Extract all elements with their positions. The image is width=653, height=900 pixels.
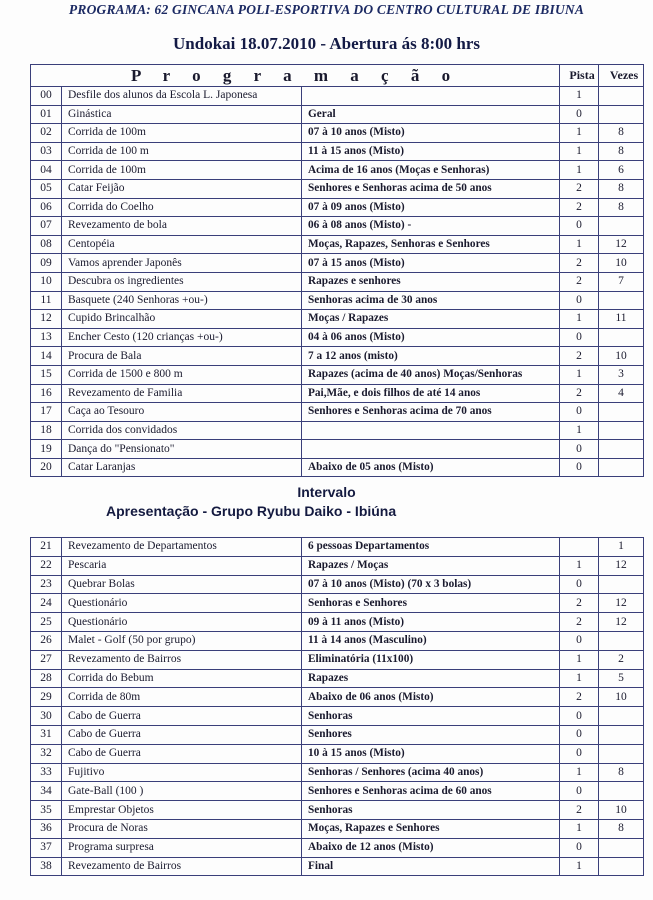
event-number: 05 <box>31 179 62 198</box>
event-number: 19 <box>31 440 62 459</box>
event-vezes <box>599 458 644 477</box>
event-vezes: 1 <box>599 538 644 557</box>
event-vezes <box>599 105 644 124</box>
event-vezes: 12 <box>599 235 644 254</box>
event-number: 23 <box>31 575 62 594</box>
event-group: Senhores <box>302 725 560 744</box>
event-pista: 0 <box>560 744 599 763</box>
event-vezes: 11 <box>599 310 644 329</box>
table-row <box>31 105 644 124</box>
event-group: Eliminatória (11x100) <box>302 650 560 669</box>
event-vezes <box>599 744 644 763</box>
event-number: 00 <box>31 87 62 106</box>
event-group: Abaixo de 12 anos (Misto) <box>302 838 560 857</box>
event-name: Descubra os ingredientes <box>62 272 302 291</box>
event-name: Corrida dos convidados <box>62 421 302 440</box>
event-number: 15 <box>31 365 62 384</box>
table-row <box>31 217 644 236</box>
event-vezes: 10 <box>599 688 644 707</box>
event-group: Senhoras <box>302 707 560 726</box>
event-vezes: 4 <box>599 384 644 403</box>
table-row <box>31 458 644 477</box>
table-row <box>31 838 644 857</box>
event-vezes <box>599 782 644 801</box>
event-group: Geral <box>302 105 560 124</box>
event-name: Emprestar Objetos <box>62 801 302 820</box>
event-vezes <box>599 87 644 106</box>
event-vezes: 12 <box>599 594 644 613</box>
event-pista <box>560 538 599 557</box>
event-name: Corrida de 80m <box>62 688 302 707</box>
event-number: 37 <box>31 838 62 857</box>
table-row <box>31 272 644 291</box>
event-pista: 1 <box>560 556 599 575</box>
event-vezes: 5 <box>599 669 644 688</box>
table-row <box>31 328 644 347</box>
table-row <box>31 235 644 254</box>
event-number: 09 <box>31 254 62 273</box>
event-vezes <box>599 631 644 650</box>
event-number: 33 <box>31 763 62 782</box>
event-group: 11 à 14 anos (Masculino) <box>302 631 560 650</box>
event-name: Procura de Bala <box>62 347 302 366</box>
event-pista: 1 <box>560 161 599 180</box>
event-name: Cabo de Guerra <box>62 725 302 744</box>
event-vezes <box>599 707 644 726</box>
event-number: 18 <box>31 421 62 440</box>
event-group: 07 à 15 anos (Misto) <box>302 254 560 273</box>
event-name: Cabo de Guerra <box>62 707 302 726</box>
event-name: Corrida do Coelho <box>62 198 302 217</box>
event-vezes: 8 <box>599 198 644 217</box>
event-pista: 1 <box>560 857 599 876</box>
event-pista: 0 <box>560 328 599 347</box>
table-row <box>31 403 644 422</box>
event-number: 10 <box>31 272 62 291</box>
event-name: Programa surpresa <box>62 838 302 857</box>
table-row <box>31 763 644 782</box>
event-group: Senhoras acima de 30 anos <box>302 291 560 310</box>
event-number: 27 <box>31 650 62 669</box>
event-vezes: 8 <box>599 179 644 198</box>
event-name: Gate-Ball (100 ) <box>62 782 302 801</box>
programacao-title: P r o g r a m a ç ã o <box>31 65 560 87</box>
event-pista: 1 <box>560 142 599 161</box>
event-number: 30 <box>31 707 62 726</box>
event-number: 02 <box>31 124 62 143</box>
event-number: 35 <box>31 801 62 820</box>
event-pista: 1 <box>560 669 599 688</box>
event-pista: 0 <box>560 458 599 477</box>
event-group: 07 à 09 anos (Misto) <box>302 198 560 217</box>
event-number: 13 <box>31 328 62 347</box>
event-group: 11 à 15 anos (Misto) <box>302 142 560 161</box>
event-vezes: 8 <box>599 819 644 838</box>
table-row <box>31 142 644 161</box>
event-name: Fujitivo <box>62 763 302 782</box>
event-pista: 0 <box>560 217 599 236</box>
table-row <box>31 707 644 726</box>
event-group: Senhores e Senhoras acima de 60 anos <box>302 782 560 801</box>
table-row <box>31 650 644 669</box>
event-group: Rapazes / Moças <box>302 556 560 575</box>
event-name: Revezamento de Bairros <box>62 857 302 876</box>
table-row <box>31 857 644 876</box>
event-name: Revezamento de bola <box>62 217 302 236</box>
event-vezes: 3 <box>599 365 644 384</box>
event-number: 25 <box>31 613 62 632</box>
event-vezes: 12 <box>599 613 644 632</box>
event-pista: 2 <box>560 801 599 820</box>
event-pista: 1 <box>560 819 599 838</box>
table-row <box>31 310 644 329</box>
table-row <box>31 124 644 143</box>
event-vezes <box>599 857 644 876</box>
table-row <box>31 198 644 217</box>
event-number: 26 <box>31 631 62 650</box>
event-vezes: 10 <box>599 254 644 273</box>
event-pista: 0 <box>560 707 599 726</box>
table-row <box>31 254 644 273</box>
event-name: Quebrar Bolas <box>62 575 302 594</box>
event-pista: 1 <box>560 87 599 106</box>
event-group: 09 à 11 anos (Misto) <box>302 613 560 632</box>
table-row <box>31 669 644 688</box>
program-table-part1 <box>30 64 644 477</box>
event-group <box>302 87 560 106</box>
table-row <box>31 556 644 575</box>
event-vezes <box>599 421 644 440</box>
event-name: Pescaria <box>62 556 302 575</box>
event-vezes: 7 <box>599 272 644 291</box>
event-pista: 0 <box>560 631 599 650</box>
event-pista: 0 <box>560 105 599 124</box>
event-number: 08 <box>31 235 62 254</box>
event-group: 6 pessoas Departamentos <box>302 538 560 557</box>
event-group: Moças, Rapazes e Senhores <box>302 819 560 838</box>
event-vezes <box>599 838 644 857</box>
event-pista: 1 <box>560 365 599 384</box>
event-pista: 0 <box>560 725 599 744</box>
event-number: 21 <box>31 538 62 557</box>
event-group: Rapazes (acima de 40 anos) Moças/Senhoras <box>302 365 560 384</box>
event-pista: 0 <box>560 403 599 422</box>
event-pista: 2 <box>560 688 599 707</box>
table-row <box>31 801 644 820</box>
table-row <box>31 594 644 613</box>
event-pista: 2 <box>560 254 599 273</box>
event-name: Revezamento de Departamentos <box>62 538 302 557</box>
event-name: Catar Laranjas <box>62 458 302 477</box>
event-pista: 2 <box>560 179 599 198</box>
event-number: 01 <box>31 105 62 124</box>
event-number: 14 <box>31 347 62 366</box>
event-pista: 1 <box>560 650 599 669</box>
event-group: 7 a 12 anos (misto) <box>302 347 560 366</box>
event-name: Centopéia <box>62 235 302 254</box>
event-number: 36 <box>31 819 62 838</box>
event-vezes: 2 <box>599 650 644 669</box>
event-name: Corrida de 100m <box>62 161 302 180</box>
event-pista: 1 <box>560 763 599 782</box>
event-number: 07 <box>31 217 62 236</box>
presentation-line: Apresentação - Grupo Ryubu Daiko - Ibiúna <box>106 503 397 519</box>
event-name: Revezamento de Bairros <box>62 650 302 669</box>
event-name: Corrida de 100 m <box>62 142 302 161</box>
event-date-line: Undokai 18.07.2010 - Abertura ás 8:00 hrs <box>173 34 480 53</box>
event-name: Ginástica <box>62 105 302 124</box>
event-group: Senhoras <box>302 801 560 820</box>
event-group: Abaixo de 06 anos (Misto) <box>302 688 560 707</box>
event-name: Questionário <box>62 613 302 632</box>
table-row <box>31 744 644 763</box>
event-group: Acima de 16 anos (Moças e Senhoras) <box>302 161 560 180</box>
event-group: Pai,Mãe, e dois filhos de até 14 anos <box>302 384 560 403</box>
table-header-row <box>31 65 644 87</box>
col-header-vezes: Vezes <box>599 65 644 87</box>
event-number: 06 <box>31 198 62 217</box>
event-vezes <box>599 291 644 310</box>
event-name: Basquete (240 Senhoras +ou-) <box>62 291 302 310</box>
event-pista: 1 <box>560 124 599 143</box>
table-row <box>31 347 644 366</box>
event-vezes <box>599 575 644 594</box>
event-group: Senhores e Senhoras acima de 70 anos <box>302 403 560 422</box>
event-pista: 2 <box>560 272 599 291</box>
event-number: 31 <box>31 725 62 744</box>
event-group <box>302 440 560 459</box>
event-group: 10 à 15 anos (Misto) <box>302 744 560 763</box>
program-table-part2 <box>30 537 644 876</box>
event-name: Corrida de 1500 e 800 m <box>62 365 302 384</box>
event-name: Malet - Golf (50 por grupo) <box>62 631 302 650</box>
table-row <box>31 440 644 459</box>
table-row <box>31 421 644 440</box>
table-row <box>31 631 644 650</box>
event-pista: 1 <box>560 235 599 254</box>
event-number: 28 <box>31 669 62 688</box>
table-row <box>31 538 644 557</box>
event-vezes: 10 <box>599 801 644 820</box>
event-vezes: 8 <box>599 124 644 143</box>
table-row <box>31 161 644 180</box>
event-number: 20 <box>31 458 62 477</box>
event-name: Questionário <box>62 594 302 613</box>
event-pista: 0 <box>560 291 599 310</box>
event-name: Caça ao Tesouro <box>62 403 302 422</box>
event-name: Dança do "Pensionato" <box>62 440 302 459</box>
table-row <box>31 365 644 384</box>
table-row <box>31 291 644 310</box>
event-group: Senhores e Senhoras acima de 50 anos <box>302 179 560 198</box>
event-group: Rapazes e senhores <box>302 272 560 291</box>
event-pista: 0 <box>560 838 599 857</box>
event-vezes: 6 <box>599 161 644 180</box>
event-group: Rapazes <box>302 669 560 688</box>
event-group: Abaixo de 05 anos (Misto) <box>302 458 560 477</box>
event-group: Moças, Rapazes, Senhoras e Senhores <box>302 235 560 254</box>
event-vezes <box>599 328 644 347</box>
event-group: 07 à 10 anos (Misto) (70 x 3 bolas) <box>302 575 560 594</box>
event-number: 32 <box>31 744 62 763</box>
event-name: Desfile dos alunos da Escola L. Japonesa <box>62 87 302 106</box>
event-number: 12 <box>31 310 62 329</box>
table-row <box>31 613 644 632</box>
event-name: Vamos aprender Japonês <box>62 254 302 273</box>
event-group: Senhoras / Senhores (acima 40 anos) <box>302 763 560 782</box>
event-vezes: 10 <box>599 347 644 366</box>
event-group: Senhoras e Senhores <box>302 594 560 613</box>
table-row <box>31 782 644 801</box>
event-name: Corrida do Bebum <box>62 669 302 688</box>
event-pista: 0 <box>560 440 599 459</box>
table-row <box>31 384 644 403</box>
table-row <box>31 819 644 838</box>
event-vezes: 12 <box>599 556 644 575</box>
event-number: 34 <box>31 782 62 801</box>
event-group <box>302 421 560 440</box>
event-name: Cabo de Guerra <box>62 744 302 763</box>
event-pista: 2 <box>560 594 599 613</box>
program-header: PROGRAMA: 62 GINCANA POLI-ESPORTIVA DO CENTRO CULTURAL DE IBIUNA <box>68 2 585 17</box>
event-vezes <box>599 440 644 459</box>
event-pista: 2 <box>560 347 599 366</box>
event-number: 17 <box>31 403 62 422</box>
table-row <box>31 688 644 707</box>
event-vezes <box>599 403 644 422</box>
event-name: Corrida de 100m <box>62 124 302 143</box>
event-pista: 1 <box>560 421 599 440</box>
event-name: Cupido Brincalhão <box>62 310 302 329</box>
event-pista: 0 <box>560 782 599 801</box>
event-pista: 0 <box>560 575 599 594</box>
event-number: 38 <box>31 857 62 876</box>
event-number: 22 <box>31 556 62 575</box>
event-vezes <box>599 725 644 744</box>
intermission-label: Intervalo <box>297 484 356 500</box>
event-number: 04 <box>31 161 62 180</box>
event-vezes <box>599 217 644 236</box>
event-group: 04 à 06 anos (Misto) <box>302 328 560 347</box>
table-row <box>31 87 644 106</box>
event-name: Revezamento de Familia <box>62 384 302 403</box>
event-pista: 2 <box>560 384 599 403</box>
table-row <box>31 179 644 198</box>
event-name: Procura de Noras <box>62 819 302 838</box>
table-row <box>31 575 644 594</box>
event-pista: 2 <box>560 198 599 217</box>
event-number: 03 <box>31 142 62 161</box>
event-group: Final <box>302 857 560 876</box>
col-header-pista: Pista <box>560 65 599 87</box>
event-pista: 2 <box>560 613 599 632</box>
event-name: Encher Cesto (120 crianças +ou-) <box>62 328 302 347</box>
event-vezes: 8 <box>599 763 644 782</box>
event-number: 29 <box>31 688 62 707</box>
event-pista: 1 <box>560 310 599 329</box>
event-group: Moças / Rapazes <box>302 310 560 329</box>
event-group: 07 à 10 anos (Misto) <box>302 124 560 143</box>
event-name: Catar Feijão <box>62 179 302 198</box>
event-vezes: 8 <box>599 142 644 161</box>
event-number: 16 <box>31 384 62 403</box>
event-number: 11 <box>31 291 62 310</box>
table-row <box>31 725 644 744</box>
event-number: 24 <box>31 594 62 613</box>
event-group: 06 à 08 anos (Misto) - <box>302 217 560 236</box>
